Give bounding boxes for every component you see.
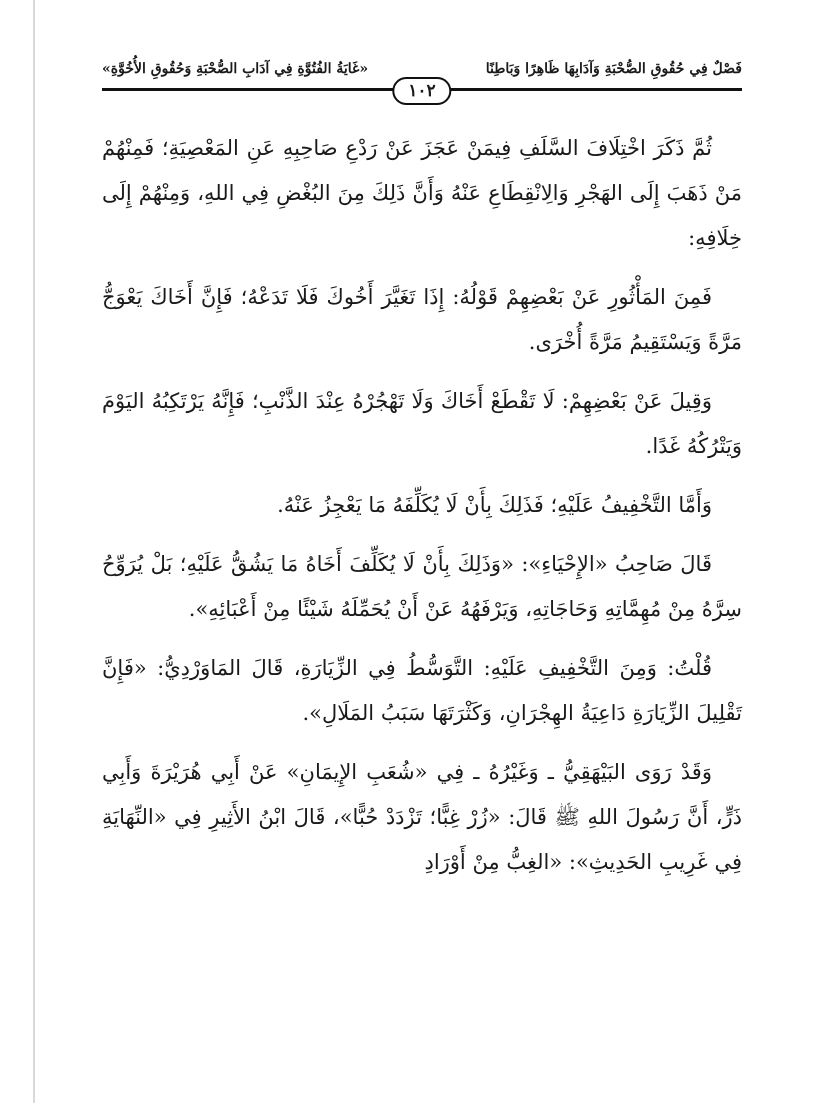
page-number: ١٠٢ — [392, 77, 451, 105]
paragraph: وَأَمَّا التَّخْفِيفُ عَلَيْهِ؛ فَذَلِكَ بِأَنْ لَا يُكَلِّفَهُ مَا يَعْجِزُ عَنْهُ. — [277, 493, 712, 517]
paragraph: وَقِيلَ عَنْ بَعْضِهِمْ: لَا تَقْطَعْ أَخَاكَ وَلَا تَهْجُرْهُ عِنْدَ الذَّنْبِ؛ فَإِنَّهُ يَرْتَكِبُهُ اليَوْمَ وَيَتْرُكُهُ غَدًا. — [102, 389, 742, 458]
page-gutter-line — [33, 0, 35, 1103]
paragraph: ثُمَّ ذَكَرَ اخْتِلَافَ السَّلَفِ فِيمَنْ عَجَزَ عَنْ رَدْعِ صَاحِبِهِ عَنِ المَعْصِيَةِ؛ فَمِنْهُمْ مَنْ ذَهَبَ إِلَى الهَجْرِ وَالِانْقِطَاعِ عَنْهُ وَأَنَّ ذَلِكَ مِنَ البُغْضِ فِي اللهِ، وَمِنْهُمْ إِلَى خِلَافِهِ: — [102, 136, 742, 250]
paragraph: قُلْتُ: وَمِنَ التَّخْفِيفِ عَلَيْهِ: التَّوَسُّطُ فِي الزِّيَارَةِ، قَالَ المَاوَرْدِيُّ: «فَإِنَّ تَقْلِيلَ الزِّيَارَةِ دَاعِيَةُ الهِجْرَانِ، وَكَثْرَتَهَا سَبَبُ المَلَالِ». — [102, 656, 742, 725]
running-head-book-title: «غَايَةُ الفُتُوَّةِ فِي آدَابِ الصُّحْبَةِ وَحُقُوقِ الأُخُوَّةِ» — [102, 61, 369, 77]
running-head-chapter-title: فَصْلٌ فِي حُقُوقِ الصُّحْبَةِ وَآدَابِهَا ظَاهِرًا وَبَاطِنًا — [485, 61, 742, 77]
paragraph: فَمِنَ المَأْثُورِ عَنْ بَعْضِهِمْ قَوْلُهُ: إِذَا تَغَيَّرَ أَخُوكَ فَلَا تَدَعْهُ؛ فَإِنَّ أَخَاكَ يَعْوَجُّ مَرَّةً وَيَسْتَقِيمُ مَرَّةً أُخْرَى. — [102, 285, 742, 354]
paragraph: وَقَدْ رَوَى البَيْهَقِيُّ ـ وَغَيْرُهُ ـ فِي «شُعَبِ الإِيمَانِ» عَنْ أَبِي هُرَيْرَةَ وَأَبِي ذَرٍّ، أَنَّ رَسُولَ اللهِ ﷺ قَالَ: «زُرْ غِبًّا؛ تَزْدَدْ حُبًّا»، قَالَ ابْنُ الأَثِيرِ فِي «النِّهَايَةِ فِي غَرِيبِ الحَدِيثِ»: «الغِبُّ مِنْ أَوْرَادِ — [102, 760, 742, 874]
paragraph: قَالَ صَاحِبُ «الإِحْيَاءِ»: «وَذَلِكَ بِأَنْ لَا يُكَلِّفَ أَخَاهُ مَا يَشُقُّ عَلَيْهِ؛ بَلْ يُرَوِّحُ سِرَّهُ مِنْ مُهِمَّاتِهِ وَحَاجَاتِهِ، وَيَرْفَهُهُ عَنْ أَنْ يُحَمِّلَهُ شَيْئًا مِنْ أَعْبَائِهِ». — [102, 552, 742, 621]
book-page — [102, 0, 742, 1103]
body-text — [102, 126, 742, 893]
